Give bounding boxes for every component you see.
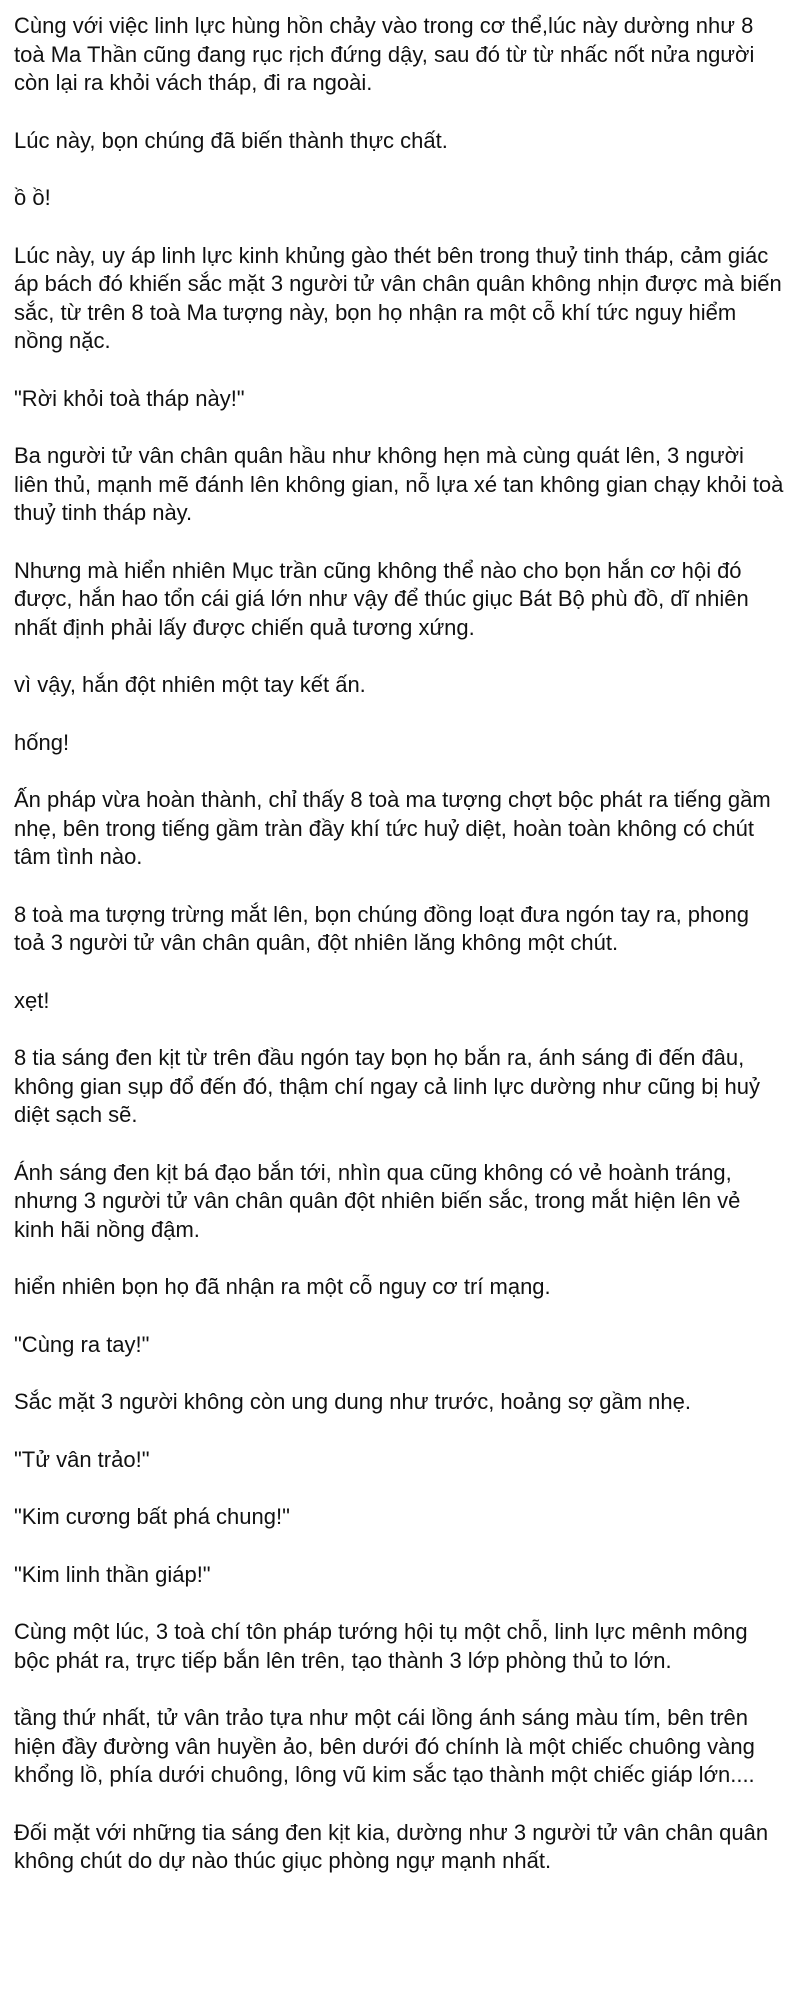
paragraph: Đối mặt với những tia sáng đen kịt kia, dường như 3 người tử vân chân quân không chút do dự nào thúc giục phòng ngự mạnh nhất. [14,1819,769,1873]
paragraph: "Kim linh thần giáp!" [14,1561,211,1587]
paragraph: "Kim cương bất phá chung!" [14,1504,290,1529]
paragraph: xẹt! [14,987,50,1013]
paragraph: "Tử vân trảo!" [14,1446,150,1472]
paragraph: Lúc này, bọn chúng đã biến thành thực chất. [14,127,448,153]
paragraph: 8 toà ma tượng trừng mắt lên, bọn chúng đồng loạt đưa ngón tay ra, phong toả 3 người tử vân chân quân, đột nhiên lăng không một chút. [14,901,749,955]
paragraph: Ánh sáng đen kịt bá đạo bắn tới, nhìn qua cũng không có vẻ hoành tráng, nhưng 3 người tử vân chân quân đột nhiên biến sắc, trong mắt hiện lên vẻ kinh hãi nồng đậm. [14,1159,741,1242]
paragraph: hống! [14,729,70,755]
paragraph: hiển nhiên bọn họ đã nhận ra một cỗ nguy cơ trí mạng. [14,1274,551,1299]
paragraph: Cùng với việc linh lực hùng hồn chảy vào trong cơ thể,lúc này dường như 8 toà Ma Thần cũng đang rục rịch đứng dậy, sau đó từ từ nhấc nốt nửa người còn lại ra khỏi vách tháp, đi ra ngoài. [14,13,755,95]
paragraph: Ấn pháp vừa hoàn thành, chỉ thấy 8 toà ma tượng chợt bộc phát ra tiếng gầm nhẹ, bên trong tiếng gầm tràn đầy khí tức huỷ diệt, hoàn toàn không có chút tâm tình nào. [14,787,771,869]
paragraph: Nhưng mà hiển nhiên Mục trần cũng không thể nào cho bọn hắn cơ hội đó được, hắn hao tổn cái giá lớn như vậy để thúc giục Bát Bộ phù đồ, dĩ nhiên nhất định phải lấy được chiến quả tương xứng. [14,557,749,640]
paragraph: ồ ồ! [14,185,51,210]
paragraph: Ba người tử vân chân quân hầu như không hẹn mà cùng quát lên, 3 người liên thủ, mạnh mẽ đánh lên không gian, nỗ lựa xé tan không gian chạy khỏi toà thuỷ tinh tháp này. [14,443,784,525]
paragraph: Cùng một lúc, 3 toà chí tôn pháp tướng hội tụ một chỗ, linh lực mênh mông bộc phát ra, trực tiếp bắn lên trên, tạo thành 3 lớp phòng thủ to lớn. [14,1619,748,1673]
paragraph: vì vậy, hắn đột nhiên một tay kết ấn. [14,672,366,697]
paragraph: Sắc mặt 3 người không còn ung dung như trước, hoảng sợ gầm nhẹ. [14,1389,691,1414]
paragraph: Lúc này, uy áp linh lực kinh khủng gào thét bên trong thuỷ tinh tháp, cảm giác áp bách đó khiến sắc mặt 3 người tử vân chân quân không nhịn được mà biến sắc, từ trên 8 toà Ma tượng này, bọn họ nhận ra một cỗ khí tức nguy hiểm nồng nặc. [14,242,782,353]
paragraph: 8 tia sáng đen kịt từ trên đầu ngón tay bọn họ bắn ra, ánh sáng đi đến đâu, không gian sụp đổ đến đó, thậm chí ngay cả linh lực dường như cũng bị huỷ diệt sạch sẽ. [14,1045,760,1127]
paragraph: tầng thứ nhất, tử vân trảo tựa như một cái lồng ánh sáng màu tím, bên trên hiện đầy đường vân huyền ảo, bên dưới đó chính là một chiếc chuông vàng khổng lồ, phía dưới chuông, lông vũ kim sắc tạo thành một chiếc giáp lớn.... [14,1705,755,1787]
paragraph: "Cùng ra tay!" [14,1331,150,1357]
paragraph: "Rời khỏi toà tháp này!" [14,385,245,411]
